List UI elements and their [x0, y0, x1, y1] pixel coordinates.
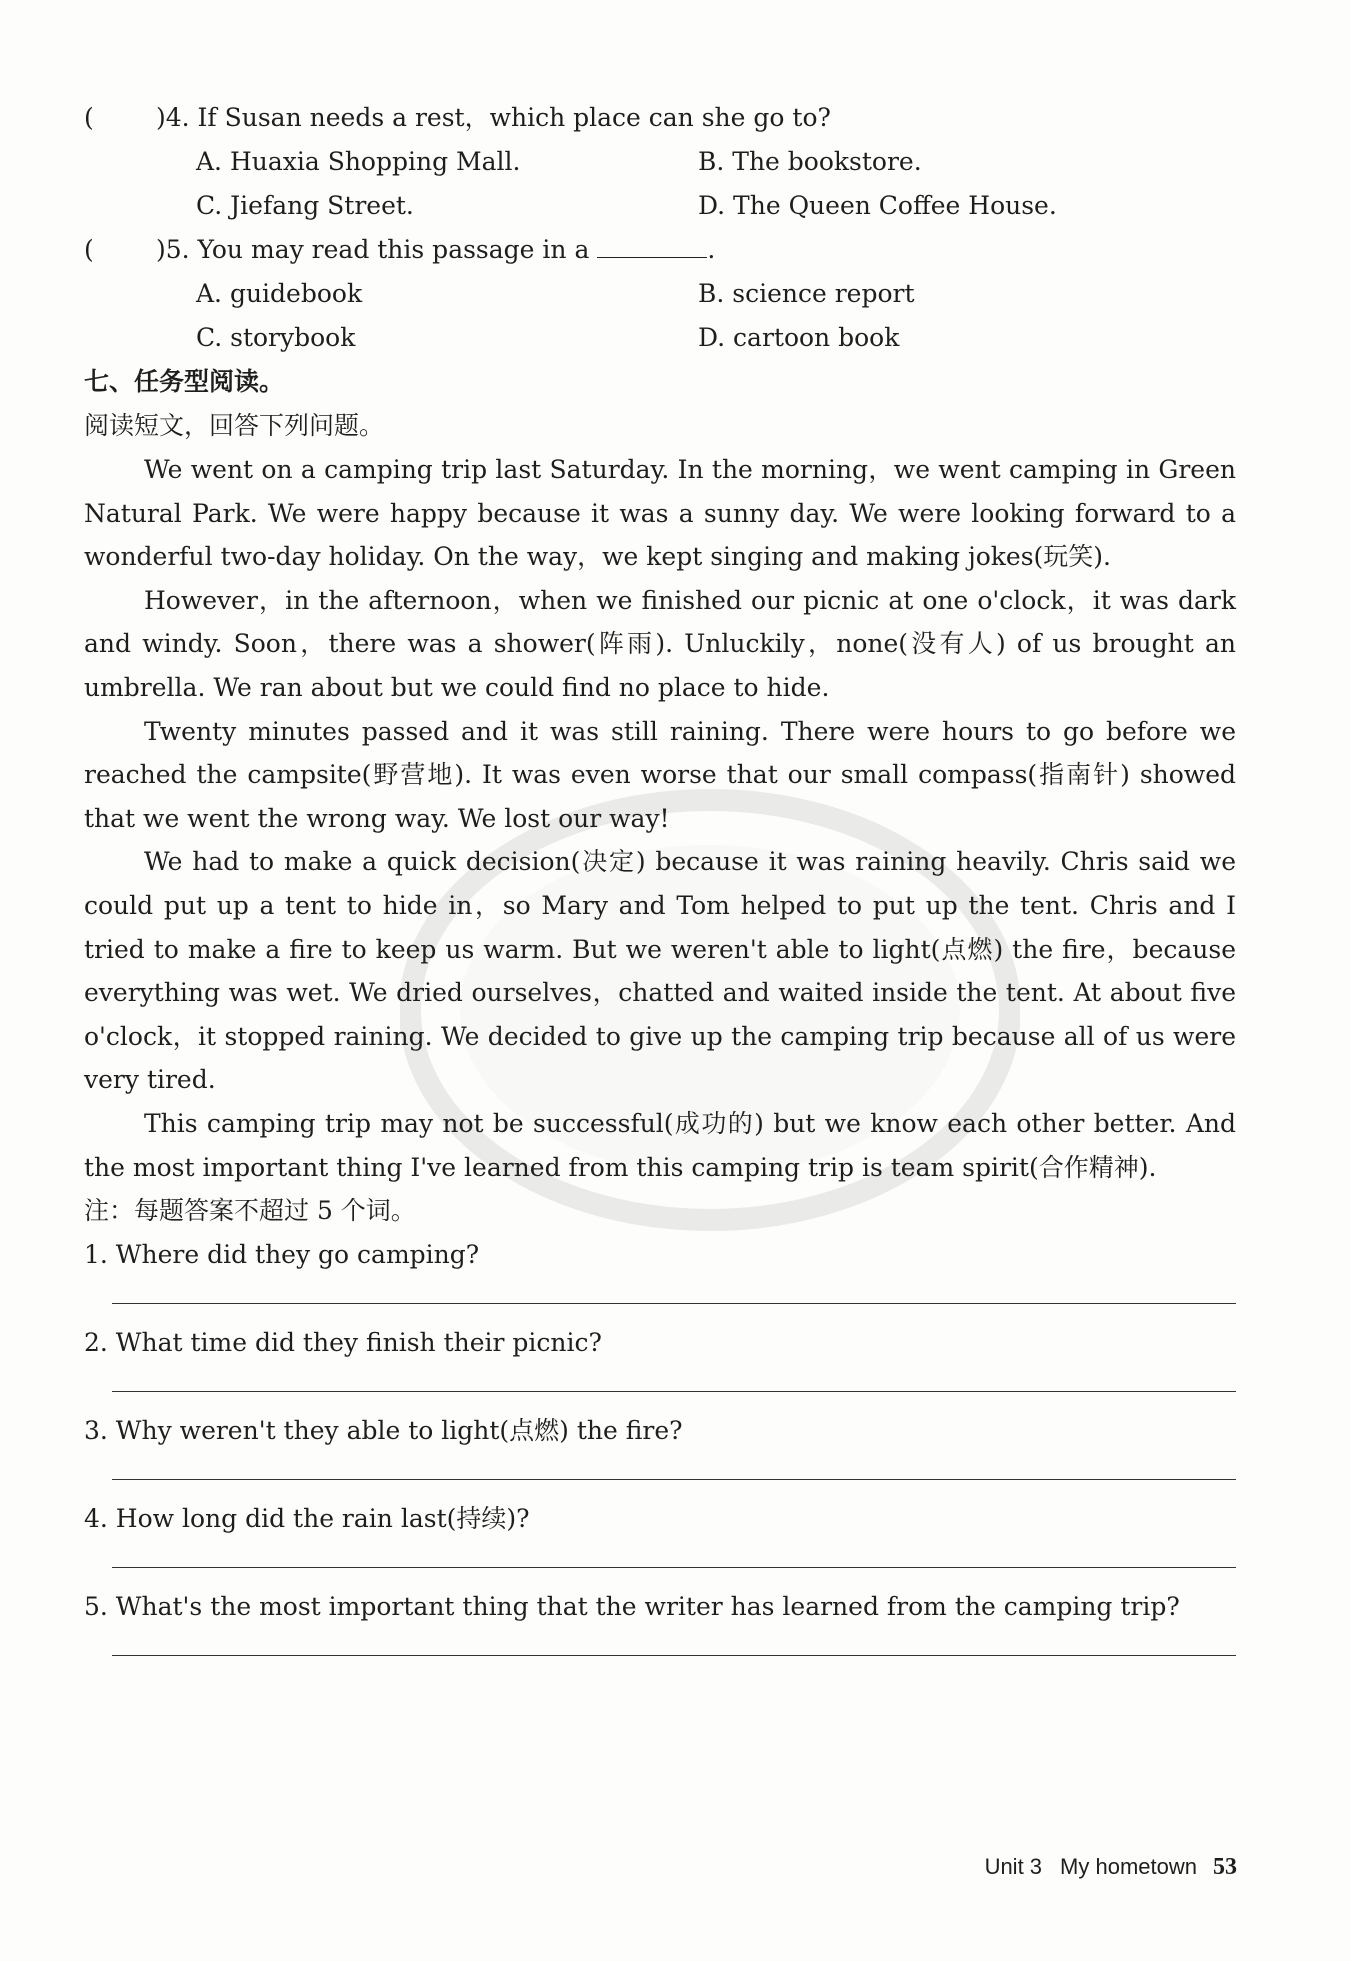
option-b[interactable]: B. The bookstore.	[698, 147, 922, 176]
question-text: 4. How long did the rain last(持续)?	[84, 1504, 530, 1534]
options-row	[84, 272, 1236, 316]
answer-line[interactable]	[112, 1567, 1236, 1568]
question-text: 3. Why weren't they able to light(点燃) the fire?	[84, 1416, 683, 1446]
passage-paragraph: We went on a camping trip last Saturday. In the morning，we went camping in Green Natural Park. We were happy because it was a sunny day. We were looking forward to a wonderful two-day holiday. On the way，we kept singing and making jokes(玩笑).	[84, 455, 1236, 572]
option-d[interactable]: D. The Queen Coffee House.	[698, 191, 1057, 220]
question-text: 2. What time did they finish their picnic?	[84, 1328, 602, 1358]
answer-line[interactable]	[112, 1479, 1236, 1480]
answer-bracket[interactable]: (	[84, 103, 94, 132]
section-title: 七、任务型阅读。	[84, 367, 285, 396]
options-row	[84, 140, 1236, 184]
options-row	[84, 316, 1236, 360]
option-d[interactable]: D. cartoon book	[698, 323, 900, 352]
options-row	[84, 184, 1236, 228]
question-text-start: )5. You may read this passage in a	[156, 235, 590, 264]
option-a[interactable]: A. Huaxia Shopping Mall.	[196, 147, 521, 176]
passage-paragraph: Twenty minutes passed and it was still raining. There were hours to go before we reached the campsite(野营地). It was even worse that our small compass(指南针) showed that we went the wrong way. We lost our way!	[84, 716, 1236, 833]
option-c[interactable]: C. Jiefang Street.	[196, 191, 414, 220]
short-question-5	[84, 1585, 1236, 1673]
question-text	[156, 228, 715, 272]
option-b[interactable]: B. science report	[698, 279, 915, 308]
page-number: 53	[1213, 1854, 1237, 1880]
short-question-2	[84, 1321, 1236, 1409]
short-question-3	[84, 1409, 1236, 1497]
question-text: )4. If Susan needs a rest，which place can she go to?	[156, 103, 831, 132]
answer-line[interactable]	[112, 1391, 1236, 1392]
mc-question-5	[84, 228, 1236, 272]
option-c[interactable]: C. storybook	[196, 323, 356, 352]
passage-paragraph: However，in the afternoon，when we finished our picnic at one o'clock，it was dark and windy. Soon，there was a shower(阵雨). Unluckily，none(没有人) of us brought an umbrella. We ran about but we could find no place to hide.	[84, 585, 1236, 702]
page-footer	[985, 1854, 1237, 1881]
fill-blank[interactable]	[597, 231, 707, 258]
footer-unit: Unit 3	[984, 1854, 1043, 1879]
short-question-4	[84, 1497, 1236, 1585]
question-text-end: .	[707, 235, 716, 264]
question-text: 5. What's the most important thing that the writer has learned from the camping trip?	[84, 1592, 1180, 1622]
mc-question-4	[84, 96, 1236, 140]
passage-paragraph: We had to make a quick decision(决定) because it was raining heavily. Chris said we could put up a tent to hide in，so Mary and Tom helped to put up the tent. Chris and I tried to make a fire to keep us warm. But we weren't able to light(点燃) the fire，because everything was wet. We dried ourselves，chatted and waited inside the tent. At about five o'clock，it stopped raining. We decided to give up the camping trip because all of us were very tired.	[84, 847, 1236, 1095]
option-a[interactable]: A. guidebook	[196, 279, 363, 308]
answer-note: 注：每题答案不超过 5 个词。	[84, 1196, 416, 1226]
worksheet-page	[84, 96, 1236, 1673]
passage-paragraph: This camping trip may not be successful(成功的) but we know each other better. And the most important thing I've learned from this camping trip is team spirit(合作精神).	[84, 1108, 1236, 1182]
answer-line[interactable]	[112, 1655, 1236, 1656]
footer-title: My hometown	[1060, 1854, 1197, 1879]
question-text: 1. Where did they go camping?	[84, 1240, 480, 1270]
answer-bracket[interactable]: (	[84, 235, 94, 264]
section-instruction: 阅读短文，回答下列问题。	[84, 411, 385, 440]
answer-line[interactable]	[112, 1303, 1236, 1304]
short-question-1	[84, 1233, 1236, 1321]
